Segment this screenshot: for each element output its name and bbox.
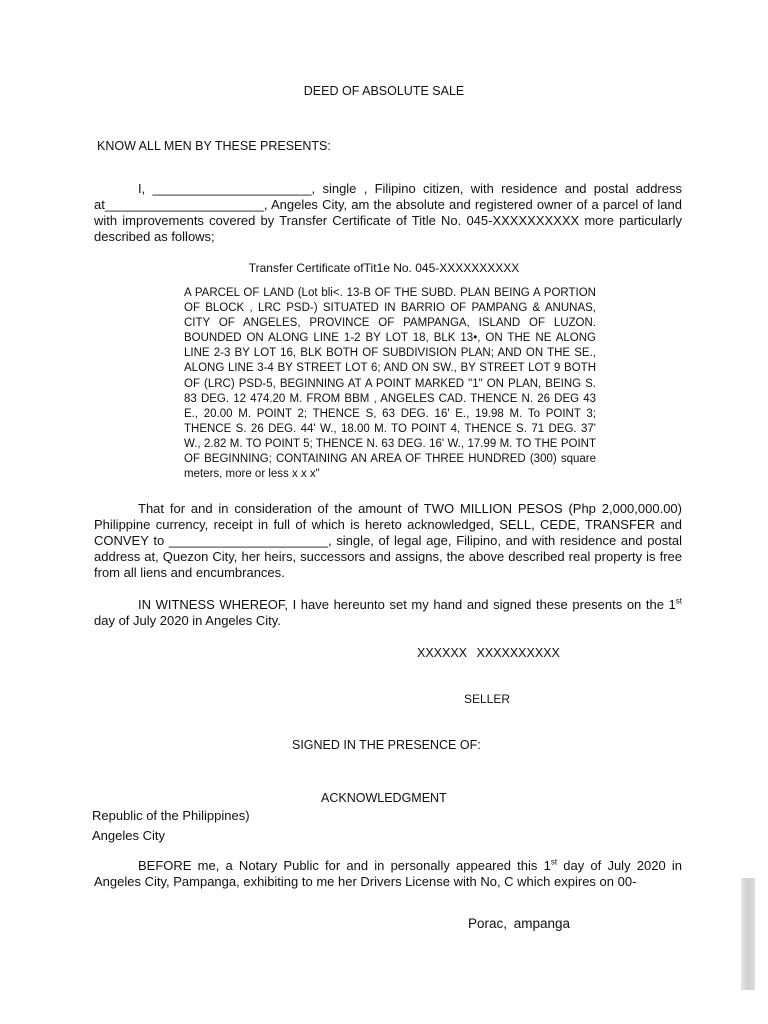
acknowledgment-heading: ACKNOWLEDGMENT bbox=[321, 791, 447, 805]
witness-paragraph bbox=[94, 597, 682, 629]
scan-edge-shadow bbox=[741, 878, 755, 990]
notary-text: BEFORE me, a Notary Public for and in personally appeared this 1 bbox=[138, 858, 551, 873]
signed-in-presence: SIGNED IN THE PRESENCE OF: bbox=[292, 738, 481, 752]
notary-ordinal: st bbox=[550, 857, 558, 867]
tct-heading: Transfer Certificate ofTit1e No. 045-XXXXXXXXXX bbox=[248, 261, 520, 275]
know-all-men-heading: KNOW ALL MEN BY THESE PRESENTS: bbox=[97, 139, 331, 153]
seller-name: XXXXXX XXXXXXXXXX bbox=[417, 646, 560, 660]
witness-ordinal: st bbox=[675, 596, 682, 606]
notary-text-end: day of July 2020 in Angeles City, Pampanga, exhibiting to me her Drivers License with No, C which expires on 00- bbox=[94, 858, 682, 889]
notary-paragraph bbox=[94, 858, 682, 890]
witness-text: IN WITNESS WHEREOF, I have hereunto set my hand and signed these presents on the 1 bbox=[138, 597, 676, 612]
intro-paragraph: I, ______________________, single , Filipino citizen, with residence and postal address at______________________, Angeles City, am the absolute and registered owner of a parcel of land with improvements covered by Transfer Certificate of Title No. 045-XXXXXXXXXX more particularly described as follows; bbox=[94, 181, 682, 244]
witness-text-end: day of July 2020 in Angeles City. bbox=[94, 613, 281, 628]
document-title: DEED OF ABSOLUTE SALE bbox=[303, 84, 465, 98]
republic-line: Republic of the Philippines) bbox=[92, 808, 250, 823]
consideration-paragraph: That for and in consideration of the amount of TWO MILLION PESOS (Php 2,000,000.00) Philippine currency, receipt in full of which is hereto acknowledged, SELL, CEDE, TRANSFER and CONVEY to ______________________, single, of legal age, Filipino, and with residence and postal address at, Quezon City, her heirs, successors and assigns, the above described real property is free from all liens and encumbrances. bbox=[94, 501, 682, 580]
city-line: Angeles City bbox=[92, 828, 165, 843]
land-description: A PARCEL OF LAND (Lot bli<. 13-B OF THE SUBD. PLAN BEING A PORTION OF BLOCK , LRC PSD-) SITUATED IN BARRIO OF PAMPANG & ANUNAS, CITY OF ANGELES, PROVINCE OF PAMPANGA, ISLAND OF LUZON. BOUNDED ON ALONG LINE 1-2 BY LOT 18, BLK 13•, ON THE NE ALONG LINE 2-3 BY LOT 16, BLK BOTH OF SUBDIVISION PLAN; AND ON THE SE., ALONG LINE 3-4 BY STREET LOT 6; AND ON SW., BY STREET LOT 9 BOTH OF (LRC) PSD-5, BEGINNING AT A POINT MARKED "1" ON PLAN, BEING S. 83 DEG. 12 474.20 M. FROM BBM , ANGELES CAD. THENCE N. 26 DEG 43 E., 20.00 M. POINT 2; THENCE S, 63 DEG. 16' E., 19.98 M. To POINT 3; THENCE S. 26 DEG. 44' W., 18.00 M. TO POINT 4, THENCE S. 71 DEG. 37' W., 2.82 M. TO POINT 5; THENCE N. 63 DEG. 16' W., 17.99 M. TO THE POINT OF BEGINNING; CONTAINING AN AREA OF THREE HUNDRED (300) square meters, more or less x x x" bbox=[184, 287, 596, 481]
footer-place: Porac, ampanga bbox=[468, 916, 571, 931]
seller-label: SELLER bbox=[464, 692, 511, 706]
